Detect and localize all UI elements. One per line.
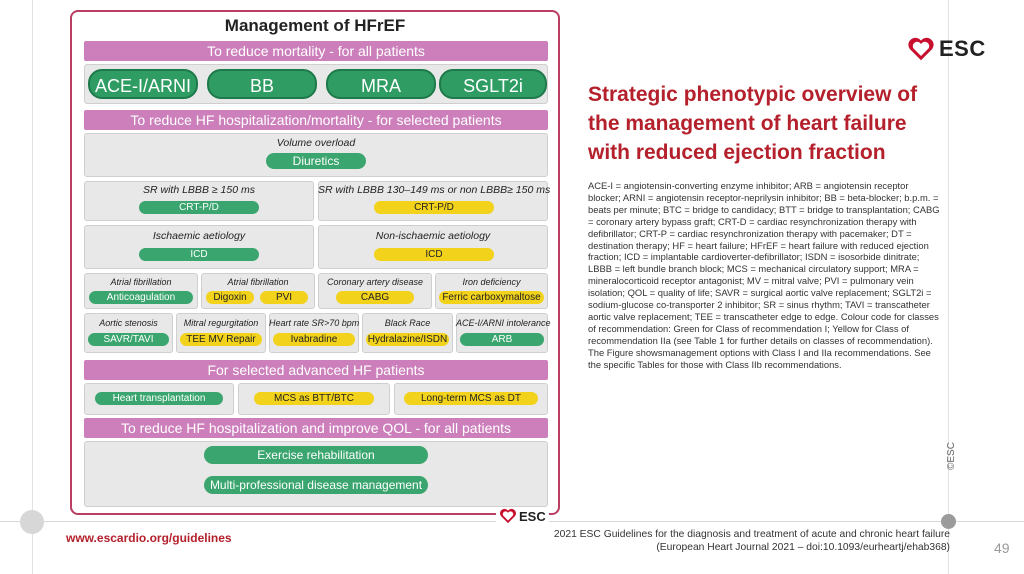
ischaemic-label: Ischaemic aetiology [152, 230, 246, 242]
multi-professional-pill: Multi-professional disease management [204, 476, 428, 494]
copyright-label: ©ESC [946, 442, 957, 470]
cabg-pill: CABG [336, 291, 414, 304]
af2-label: Atrial fibrillation [227, 277, 289, 287]
icd-class1-pill: ICD [139, 248, 259, 261]
cad-label: Coronary artery disease [326, 277, 424, 287]
esc-logo-small-text: ESC [519, 508, 546, 524]
pvi-pill: PVI [260, 291, 308, 304]
band-advanced-hf: For selected advanced HF patients [84, 360, 548, 380]
right-circle-decoration [941, 514, 956, 529]
esc-logo-text: ESC [939, 36, 986, 61]
figure-title: Management of HFrEF [224, 16, 406, 35]
figure-note-text: The Figure showsmanagement options with Class I and IIa recommendations. See the specific Tables for those with Class IIb recommendations. [588, 346, 931, 370]
figure-description [588, 180, 940, 371]
heart-rate-label: Heart rate SR>70 bpm [269, 318, 360, 328]
heart-logo-icon [499, 508, 517, 524]
hydralazine-isdn-pill: Hydralazine/ISDN [367, 334, 448, 345]
left-guide-line [32, 0, 33, 574]
page-number: 49 [994, 540, 1010, 556]
exercise-rehabilitation-pill: Exercise rehabilitation [204, 446, 428, 464]
heart-logo-icon [907, 36, 935, 62]
volume-overload-label: Volume overload [276, 137, 356, 149]
icd-class2a-pill: ICD [374, 248, 494, 261]
crt-pd-class2a-pill: CRT-P/D [374, 201, 494, 214]
anticoagulation-pill: Anticoagulation [89, 291, 193, 304]
pillar-bb: BB [207, 69, 317, 99]
band-reduce-mortality: To reduce mortality - for all patients [84, 41, 548, 61]
band-selected-patients: To reduce HF hospitalization/mortality - for selected patients [84, 110, 548, 130]
mcs-btt-btc-pill: MCS as BTT/BTC [254, 392, 374, 405]
savr-tavi-pill: SAVR/TAVI [88, 333, 169, 346]
crt-pd-class1-pill: CRT-P/D [139, 201, 259, 214]
non-ischaemic-label: Non-ischaemic aetiology [375, 230, 491, 242]
slide-heading: Strategic phenotypic overview of the management of heart failure with reduced ejection fraction [588, 83, 918, 164]
ferric-carboxymaltose-pill: Ferric carboxymaltose [439, 291, 544, 304]
pillar-ace-i-arni: ACE-I/ARNI [88, 69, 198, 99]
esc-logo-small [496, 508, 549, 524]
citation-line-2: (European Heart Journal 2021 – doi:10.1093/eurheartj/ehab368) [656, 542, 950, 553]
esc-logo [907, 36, 986, 62]
long-term-mcs-pill: Long-term MCS as DT [404, 392, 538, 405]
right-guide-line [948, 0, 949, 574]
iron-label: Iron deficiency [462, 277, 521, 287]
pillar-mra: MRA [326, 69, 436, 99]
hfref-management-figure [70, 10, 560, 515]
digoxin-pill: Digoxin [206, 291, 254, 304]
arb-pill: ARB [460, 333, 544, 346]
tee-mv-repair-pill: TEE MV Repair [180, 333, 262, 346]
aortic-stenosis-label: Aortic stenosis [99, 318, 158, 328]
mitral-regurgitation-label: Mitral regurgitation [183, 318, 259, 328]
sr-lbbb-label: SR with LBBB ≥ 150 ms [143, 184, 255, 196]
black-race-label: Black Race [384, 318, 431, 328]
pillar-sglt2i: SGLT2i [439, 69, 547, 99]
heart-transplantation-pill: Heart transplantation [95, 392, 223, 405]
citation [520, 528, 950, 554]
diuretics-pill: Diuretics [266, 153, 366, 169]
abbreviations-text: ACE-I = angiotensin-converting enzyme inhibitor; ARB = angiotensin receptor blocker; ARNI = angiotensin receptor-neprilysin inhibitor; BB = beta-blocker; b.p.m. = beats per minute; BTC = bridge to candidacy; BTT = bridge to transplantation; CABG = coronary artery bypass graft; CRT-D = cardiac resynchronization therapy with defibrillator; CRT-P = cardiac resynchronization therapy with pacemaker; DT = destination therapy; HF = heart failure; HFrEF = heart failure with reduced ejection fraction; ICD = implantable cardioverter-defibrillator; ISDN = isosorbide dinitrate; LBBB = left bundle branch block; MCS = mechanical circulatory support; MRA = mineralocorticoid receptor antagonist; MV = mitral valve; PVI = pulmonary vein isolation; QOL = quality of life; SAVR = surgical aortic valve replacement; SGLT2i = sodium-glucose co-transporter 2 inhibitor; SR = sinus rhythm; TAVI = transcatheter aortic valve replacement; TEE = transcatheter edge to edge. Colour code for classes of recommendation: Green for Class of recommendation I; Yellow for Class of recommendation IIa (see Table 1 for further details on classes of recommendation). [588, 180, 940, 346]
ivabradine-pill: Ivabradine [273, 333, 355, 346]
af1-label: Atrial fibrillation [110, 277, 172, 287]
band-improve-qol: To reduce HF hospitalization and improve QOL - for all patients [84, 418, 548, 438]
intolerance-label: ACE-I/ARNI intolerance [456, 318, 551, 328]
citation-line-1: 2021 ESC Guidelines for the diagnosis and treatment of acute and chronic heart failure [553, 529, 950, 540]
sr-lbbb2-label: SR with LBBB 130–149 ms or non LBBB≥ 150 ms [318, 184, 551, 196]
left-circle-decoration [20, 510, 44, 534]
guidelines-link[interactable]: www.escardio.org/guidelines [66, 531, 232, 545]
